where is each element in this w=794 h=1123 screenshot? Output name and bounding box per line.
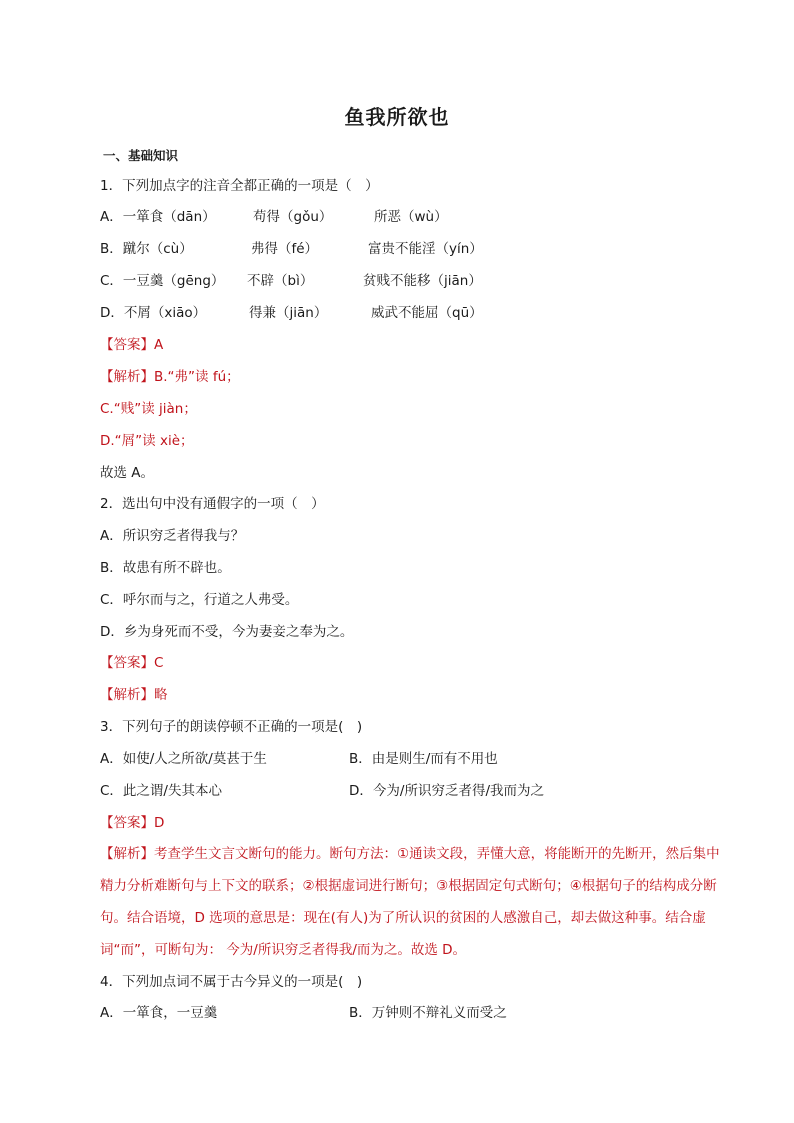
answer-value: A (154, 337, 164, 353)
option-text: 弗得（fé） (251, 241, 319, 257)
analysis-tag: 【解析】 (100, 369, 154, 385)
question-2-option-c: C．呼尔而与之，行道之人弗受。 (100, 592, 299, 608)
option-text: B．蹴尔（cù） (100, 241, 193, 257)
question-1-analysis-line: D.“屑”读 xiè； (100, 433, 194, 449)
option-text: 威武不能屈（qū） (371, 305, 483, 321)
option-text: B．由是则生/而有不用也 (349, 751, 498, 767)
question-1-analysis (100, 367, 240, 387)
analysis-tag: 【解析】 (100, 846, 154, 862)
option-text: 所恶（wù） (374, 209, 448, 225)
option-text: A．一箪食，一豆羹 (100, 1005, 218, 1021)
answer-tag: 【答案】 (100, 815, 154, 831)
option-text: 不辟（bì） (247, 273, 314, 289)
question-2-analysis (100, 685, 168, 705)
question-2-stem: 2．选出句中没有通假字的一项（ ） (100, 496, 325, 512)
question-1-conclusion: 故选 A。 (100, 465, 155, 481)
option-text: D．今为/所识穷乏者得/我而为之 (349, 783, 544, 799)
option-text: C．一豆羹（gēng） (100, 273, 225, 289)
answer-value: D (154, 815, 165, 831)
option-text: 贫贱不能移（jiān） (363, 273, 482, 289)
answer-value: C (154, 655, 164, 671)
analysis-tag: 【解析】 (100, 687, 154, 703)
question-1-stem: 1．下列加点字的注音全都正确的一项是（ ） (100, 178, 379, 194)
analysis-text: B.“弗”读 fú； (154, 369, 240, 385)
option-text: D．不屑（xiāo） (100, 305, 207, 321)
question-1-answer (100, 335, 163, 355)
question-3-answer (100, 813, 164, 833)
question-4-stem: 4．下列加点词不属于古今异义的一项是( ) (100, 974, 363, 990)
option-text: C．此之谓/失其本心 (100, 783, 222, 799)
question-2-option-d: D．乡为身死而不受，今为妻妾之奉为之。 (100, 624, 354, 640)
option-text: 苟得（gǒu） (253, 209, 333, 225)
answer-tag: 【答案】 (100, 337, 154, 353)
question-3-stem: 3．下列句子的朗读停顿不正确的一项是( ) (100, 719, 363, 735)
option-text: 得兼（jiān） (249, 305, 328, 321)
question-2-option-b: B．故患有所不辟也。 (100, 560, 231, 576)
question-2-option-a: A．所识穷乏者得我与？ (100, 528, 245, 544)
option-text: A．如使/人之所欲/莫甚于生 (100, 751, 267, 767)
analysis-text: 考查学生文言文断句的能力。断句方法：①通读文段，弄懂大意，将能断开的先断开，然后集中精力分析难断句与上下文的联系；②根据虚词进行断句；③根据固定句式断句；④根据句子的结构成分断句。结合语境，D 选项的意思是：现在(有人)为了所认识的贫困的人感激自己，却去做这种事。结合虚词“而”，可断句为： 今为/所识穷乏者得我/而为之。故选 D。 (100, 846, 720, 958)
question-1-analysis-line: C.“贱”读 jiàn； (100, 401, 197, 417)
question-2-answer (100, 653, 163, 673)
page-title: 鱼我所欲也 (344, 105, 450, 129)
answer-tag: 【答案】 (100, 655, 154, 671)
question-3-analysis (100, 838, 720, 966)
analysis-text: 略 (154, 687, 168, 703)
section-heading: 一、基础知识 (103, 148, 179, 163)
option-text: B．万钟则不辩礼义而受之 (349, 1005, 507, 1021)
option-text: A．一箪食（dān） (100, 209, 216, 225)
option-text: 富贵不能淫（yín） (368, 241, 483, 257)
